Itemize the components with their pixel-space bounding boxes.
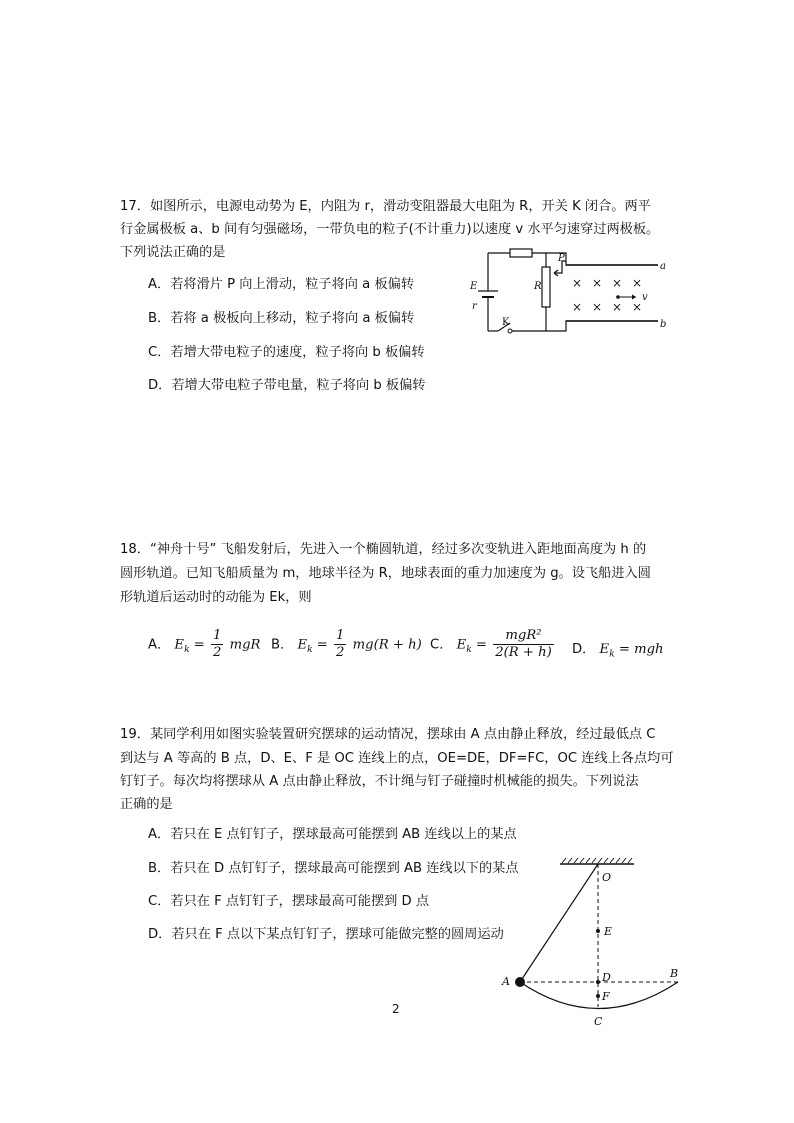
svg-text:×: × <box>572 300 583 314</box>
svg-text:×: × <box>592 300 603 314</box>
label-a: a <box>660 261 666 272</box>
label-D: D <box>602 971 611 984</box>
label-P: P <box>558 253 565 264</box>
q18-option-a: A． $E_k$ = $\frac{1}{2}$ mgR <box>148 628 261 660</box>
q19-stem-line4: 正确的是 <box>120 797 173 812</box>
label-E: E <box>604 925 613 938</box>
q19-stem-line2: 到达与 A 等高的 B 点，D、E、F 是 OC 连线上的点，OE=DE，DF=FC，OC 连线上各点均可 <box>120 751 674 766</box>
q18-option-b: B． $E_k$ = $\frac{1}{2}$ mg(R + h) <box>271 628 422 660</box>
q17-stem-line2: 行金属极板 a、b 间有匀强磁场，一带负电的粒子(不计重力)以速度 v 水平匀速穿过两极板。 <box>120 222 660 237</box>
q17-circuit-figure <box>462 245 672 341</box>
svg-text:×: × <box>572 276 583 290</box>
svg-text:×: × <box>612 300 623 314</box>
svg-text:×: × <box>632 300 643 314</box>
svg-text:×: × <box>592 276 603 290</box>
q19-option-a: A．若只在 E 点钉钉子，摆球最高可能摆到 AB 连线以上的某点 <box>148 827 517 842</box>
q18-stem-line1: 18．“神舟十号” 飞船发射后，先进入一个椭圆轨道，经过多次变轨进入距地面高度为 h 的 <box>120 542 647 557</box>
q18-stem-line2: 圆形轨道。已知飞船质量为 m，地球半径为 R，地球表面的重力加速度为 g。设飞船进入圆 <box>120 566 651 581</box>
page-number: 2 <box>392 1002 400 1016</box>
q19-option-b: B．若只在 D 点钉钉子，摆球最高可能摆到 AB 连线以下的某点 <box>148 861 519 876</box>
label-E: E <box>470 281 478 292</box>
q18-option-c: C． $E_k$ = $\frac{\text{mgR²}}{2(R + h)}$ <box>430 628 552 660</box>
label-F: F <box>602 990 610 1003</box>
label-r: r <box>472 301 477 312</box>
q17-stem-line3: 下列说法正确的是 <box>120 245 226 260</box>
label-O: O <box>602 871 612 884</box>
label-b: b <box>660 319 667 330</box>
q19-option-c: C．若只在 F 点钉钉子，摆球最高可能摆到 D 点 <box>148 894 430 909</box>
label-C: C <box>594 1015 603 1028</box>
q19-stem-line3: 钉钉子。每次均将摆球从 A 点由静止释放，不计绳与钉子碰撞时机械能的损失。下列说法 <box>120 774 639 789</box>
q17-option-a: A．若将滑片 P 向上滑动，粒子将向 a 板偏转 <box>148 277 415 292</box>
q17-stem-line1: 17．如图所示，电源电动势为 E，内阻为 r，滑动变阻器最大电阻为 R，开关 K 闭合。两平 <box>120 199 651 214</box>
svg-text:×: × <box>632 276 643 290</box>
label-R: R <box>534 281 542 292</box>
label-B: B <box>670 967 679 980</box>
q17-option-b: B．若将 a 极板向上移动，粒子将向 a 板偏转 <box>148 311 415 326</box>
label-A: A <box>502 975 510 988</box>
svg-text:×: × <box>612 276 623 290</box>
q19-stem-line1: 19．某同学利用如图实验装置研究摆球的运动情况，摆球由 A 点由静止释放，经过最低点 C <box>120 727 656 742</box>
q18-stem-line3: 形轨道后运动时的动能为 Ek，则 <box>120 590 312 605</box>
label-v: v <box>642 292 648 303</box>
q19-pendulum-figure <box>498 855 698 1030</box>
q19-option-d: D．若只在 F 点以下某点钉钉子，摆球可能做完整的圆周运动 <box>148 927 504 942</box>
label-K: K <box>502 317 510 328</box>
q17-option-c: C．若增大带电粒子的速度，粒子将向 b 板偏转 <box>148 345 425 360</box>
q18-option-d: D． $E_k$ = mgh <box>572 642 664 660</box>
q17-option-d: D．若增大带电粒子带电量，粒子将向 b 板偏转 <box>148 378 426 393</box>
